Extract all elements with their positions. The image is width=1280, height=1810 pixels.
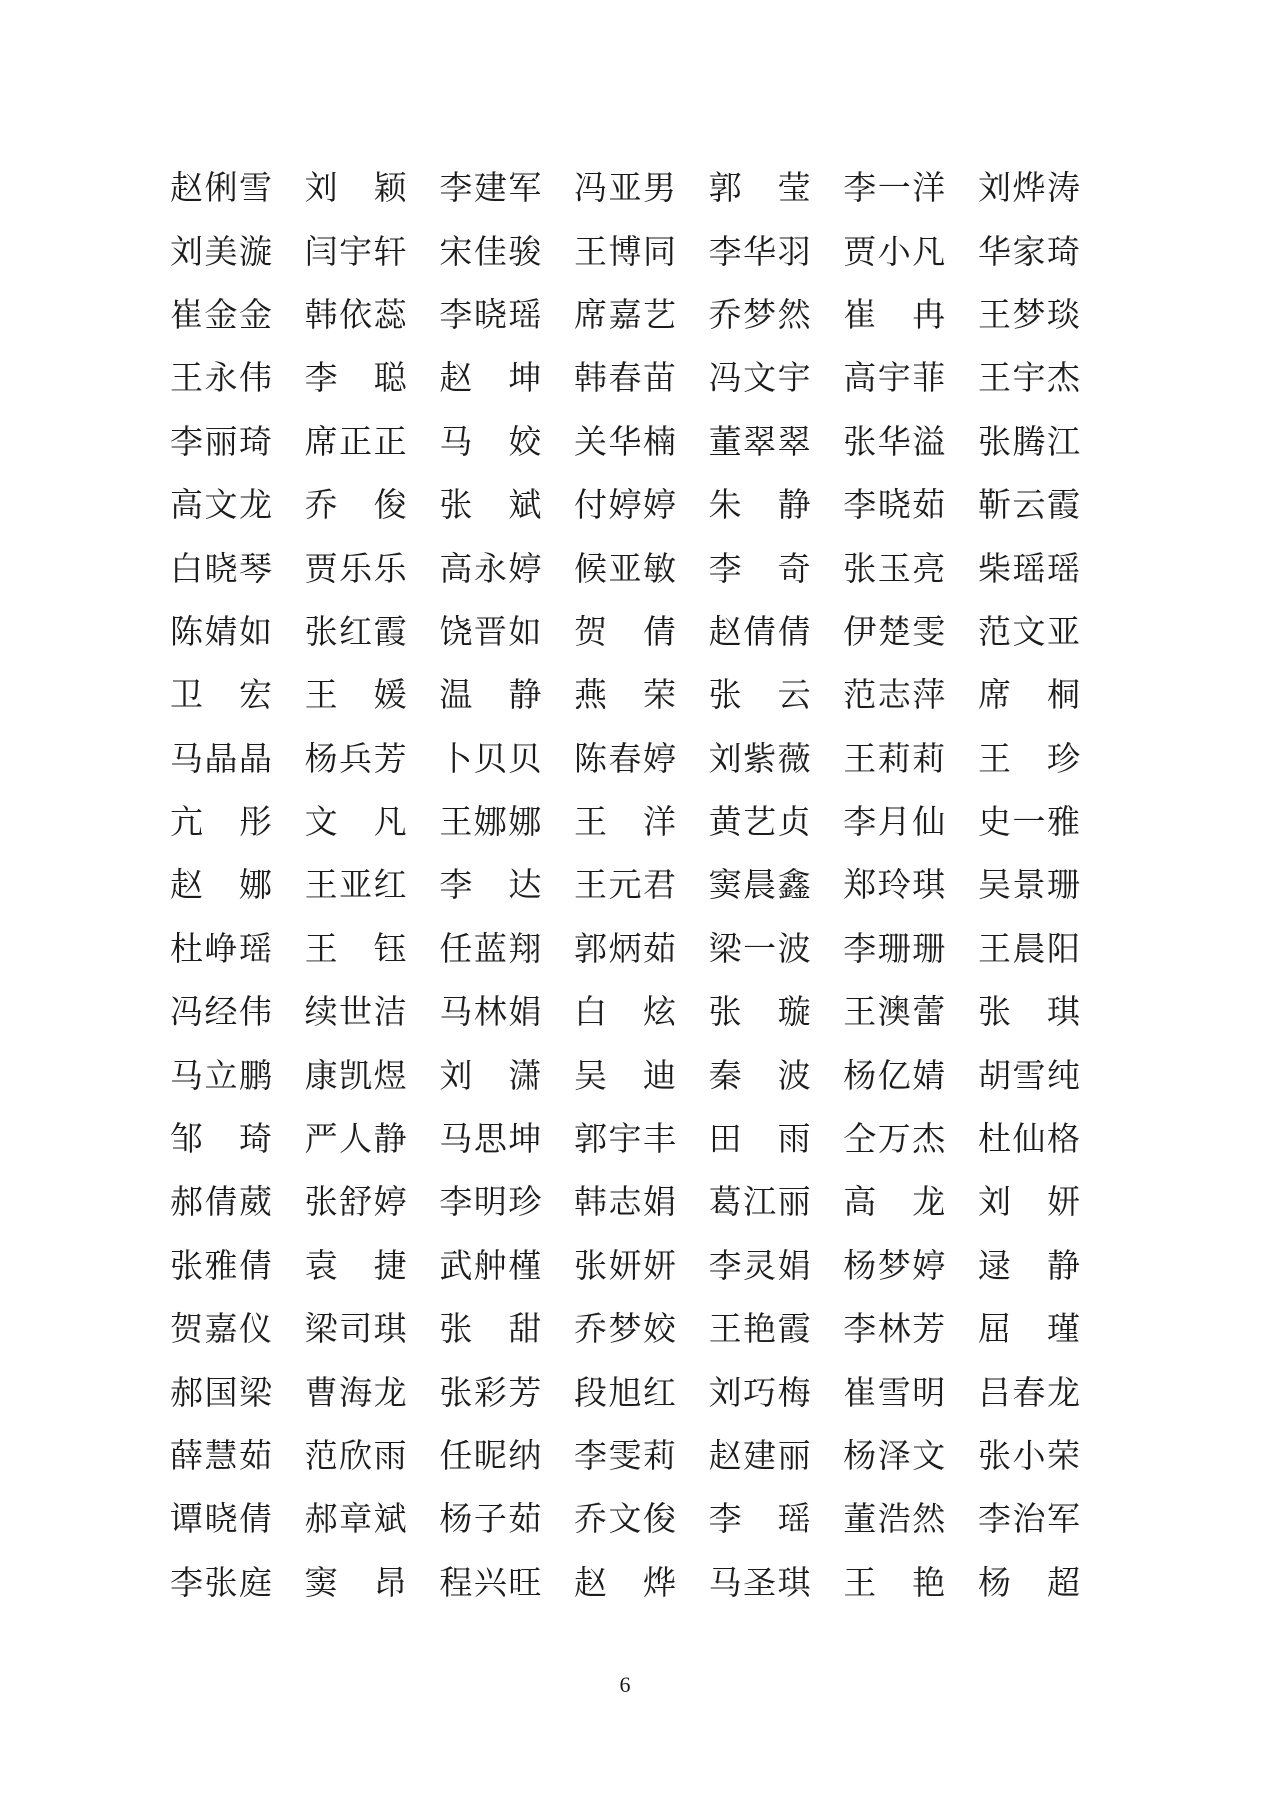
name-cell: 文 凡 xyxy=(304,805,407,842)
name-cell: 闫 宇 轩 xyxy=(304,234,407,271)
name-cell: 邹 琦 xyxy=(170,1122,272,1159)
name-cell: 郝 章 斌 xyxy=(304,1502,407,1539)
name-cell: 曹 海 龙 xyxy=(304,1375,407,1412)
name-cell: 郭 莹 xyxy=(708,171,811,208)
name-cell: 张 舒 婷 xyxy=(304,1185,407,1222)
name-cell: 逯 静 xyxy=(977,1248,1080,1285)
name-cell: 韩 依 蕊 xyxy=(304,297,407,334)
name-cell: 李 治 军 xyxy=(977,1502,1080,1539)
name-cell: 史 一 雅 xyxy=(977,805,1080,842)
name-cell: 王 澳 蕾 xyxy=(843,995,946,1032)
name-cell: 马 思 坤 xyxy=(439,1122,542,1159)
name-cell: 杜 峥 瑶 xyxy=(170,931,272,968)
name-cell: 王 珍 xyxy=(977,741,1080,778)
name-cell: 张 甜 xyxy=(439,1312,542,1349)
name-cell: 王 亚 红 xyxy=(304,868,407,905)
name-cell: 续 世 洁 xyxy=(304,995,407,1032)
name-cell: 张 璇 xyxy=(708,995,811,1032)
name-cell: 卫 宏 xyxy=(170,678,272,715)
name-cell: 严 人 静 xyxy=(304,1122,407,1159)
name-cell: 段 旭 红 xyxy=(573,1375,676,1412)
name-cell: 窦 晨 鑫 xyxy=(708,868,811,905)
name-cell: 薛 慧 茹 xyxy=(170,1439,272,1475)
name-cell: 朱 静 xyxy=(708,488,811,525)
name-cell: 杜 仙 格 xyxy=(977,1122,1080,1159)
name-cell: 亢 彤 xyxy=(170,805,272,842)
name-cell: 卜 贝 贝 xyxy=(439,741,542,778)
name-cell: 崔 雪 明 xyxy=(843,1375,946,1412)
name-cell: 王 永 伟 xyxy=(170,361,272,398)
name-cell: 杨 泽 文 xyxy=(843,1439,946,1475)
name-cell: 宋 佳 骏 xyxy=(439,234,542,271)
name-cell: 王 洋 xyxy=(573,805,676,842)
name-cell: 武 舯 槿 xyxy=(439,1248,542,1285)
name-cell: 李 雯 莉 xyxy=(573,1439,676,1475)
name-cell: 杨 梦 婷 xyxy=(843,1248,946,1285)
name-cell: 郝 国 梁 xyxy=(170,1375,272,1412)
name-cell: 韩 志 娟 xyxy=(573,1185,676,1222)
name-cell: 席 嘉 艺 xyxy=(573,297,676,334)
name-cell: 李 月 仙 xyxy=(843,805,946,842)
name-cell: 范 志 萍 xyxy=(843,678,946,715)
name-cell: 伊 楚 雯 xyxy=(843,614,946,651)
name-cell: 崔 金 金 xyxy=(170,297,272,334)
name-cell: 刘 紫 薇 xyxy=(708,741,811,778)
name-cell: 梁 一 波 xyxy=(708,931,811,968)
name-cell: 张 云 xyxy=(708,678,811,715)
name-cell: 张 华 溢 xyxy=(843,424,946,461)
name-cell: 高 文 龙 xyxy=(170,488,272,525)
name-cell: 吴 景 珊 xyxy=(977,868,1080,905)
name-cell: 冯 经 伟 xyxy=(170,995,272,1032)
name-cell: 仝 万 杰 xyxy=(843,1122,946,1159)
name-cell: 柴 瑶 瑶 xyxy=(977,551,1080,588)
name-cell: 乔 文 俊 xyxy=(573,1502,676,1539)
name-cell: 郑 玲 琪 xyxy=(843,868,946,905)
name-cell: 屈 瑾 xyxy=(977,1312,1080,1349)
name-cell: 马 立 鹏 xyxy=(170,1058,272,1095)
name-cell: 王 钰 xyxy=(304,931,407,968)
name-cell: 靳 云 霞 xyxy=(977,488,1080,525)
name-cell: 陈 婧 如 xyxy=(170,614,272,651)
name-cell: 李 瑶 xyxy=(708,1502,811,1539)
name-cell: 张 腾 江 xyxy=(977,424,1080,461)
name-cell: 高 龙 xyxy=(843,1185,946,1222)
name-cell: 饶 晋 如 xyxy=(439,614,542,651)
name-cell: 赵 倩 倩 xyxy=(708,614,811,651)
name-cell: 温 静 xyxy=(439,678,542,715)
name-cell: 乔 梦 然 xyxy=(708,297,811,334)
name-cell: 刘 烨 涛 xyxy=(977,171,1080,208)
name-cell: 秦 波 xyxy=(708,1058,811,1095)
name-cell: 刘 巧 梅 xyxy=(708,1375,811,1412)
name-cell: 王 博 同 xyxy=(573,234,676,271)
name-cell: 张 妍 妍 xyxy=(573,1248,676,1285)
name-cell: 燕 荣 xyxy=(573,678,676,715)
name-cell: 张 斌 xyxy=(439,488,542,525)
name-cell: 董 翠 翠 xyxy=(708,424,811,461)
name-cell: 李 达 xyxy=(439,868,542,905)
name-cell: 康 凯 煜 xyxy=(304,1058,407,1095)
name-cell: 谭 晓 倩 xyxy=(170,1502,272,1539)
name-cell: 马 姣 xyxy=(439,424,542,461)
name-cell: 郭 宇 丰 xyxy=(573,1122,676,1159)
name-cell: 胡 雪 纯 xyxy=(977,1058,1080,1095)
name-cell: 马 圣 琪 xyxy=(708,1565,811,1602)
name-cell: 王 元 君 xyxy=(573,868,676,905)
name-cell: 李 灵 娟 xyxy=(708,1248,811,1285)
name-cell: 刘 美 漩 xyxy=(170,234,272,271)
name-cell: 任 蓝 翔 xyxy=(439,931,542,968)
name-cell: 黄 艺 贞 xyxy=(708,805,811,842)
name-cell: 乔 俊 xyxy=(304,488,407,525)
name-cell: 赵 建 丽 xyxy=(708,1439,811,1475)
name-cell: 李 聪 xyxy=(304,361,407,398)
name-cell: 付 婷 婷 xyxy=(573,488,676,525)
name-cell: 贾 乐 乐 xyxy=(304,551,407,588)
name-cell: 杨 兵 芳 xyxy=(304,741,407,778)
name-cell: 冯 文 宇 xyxy=(708,361,811,398)
name-cell: 李 珊 珊 xyxy=(843,931,946,968)
name-cell: 王 艳 霞 xyxy=(708,1312,811,1349)
name-cell: 郭 炳 茹 xyxy=(573,931,676,968)
name-cell: 杨 亿 婧 xyxy=(843,1058,946,1095)
name-cell: 李 晓 茹 xyxy=(843,488,946,525)
name-cell: 张 玉 亮 xyxy=(843,551,946,588)
name-cell: 刘 妍 xyxy=(977,1185,1080,1222)
name-cell: 杨 子 茹 xyxy=(439,1502,542,1539)
name-cell: 吕 春 龙 xyxy=(977,1375,1080,1412)
name-cell: 赵 俐 雪 xyxy=(170,171,272,208)
name-cell: 高 永 婷 xyxy=(439,551,542,588)
name-cell: 李 建 军 xyxy=(439,171,542,208)
name-cell: 乔 梦 姣 xyxy=(573,1312,676,1349)
name-cell: 白 晓 琴 xyxy=(170,551,272,588)
name-cell: 张 红 霞 xyxy=(304,614,407,651)
name-cell: 郝 倩 葳 xyxy=(170,1185,272,1222)
name-cell: 马 林 娟 xyxy=(439,995,542,1032)
name-cell: 李 一 洋 xyxy=(843,171,946,208)
name-cell: 范 文 亚 xyxy=(977,614,1080,651)
name-cell: 马 晶 晶 xyxy=(170,741,272,778)
name-cell: 董 浩 然 xyxy=(843,1502,946,1539)
name-cell: 冯 亚 男 xyxy=(573,171,676,208)
name-cell: 李 明 珍 xyxy=(439,1185,542,1222)
name-cell: 席 正 正 xyxy=(304,424,407,461)
name-cell: 白 炫 xyxy=(573,995,676,1032)
name-cell: 高 宇 菲 xyxy=(843,361,946,398)
name-cell: 王 娜 娜 xyxy=(439,805,542,842)
name-cell: 张 小 荣 xyxy=(977,1439,1080,1475)
name-cell: 王 艳 xyxy=(843,1565,946,1602)
name-cell: 梁 司 琪 xyxy=(304,1312,407,1349)
name-cell: 葛 江 丽 xyxy=(708,1185,811,1222)
name-cell: 程 兴 旺 xyxy=(439,1565,542,1602)
name-cell: 候 亚 敏 xyxy=(573,551,676,588)
name-cell: 席 桐 xyxy=(977,678,1080,715)
name-cell: 贾 小 凡 xyxy=(843,234,946,271)
name-cell: 华 家 琦 xyxy=(977,234,1080,271)
name-cell: 赵 烨 xyxy=(573,1565,676,1602)
name-cell: 李 华 羽 xyxy=(708,234,811,271)
name-cell: 田 雨 xyxy=(708,1122,811,1159)
name-cell: 范 欣 雨 xyxy=(304,1439,407,1475)
name-cell: 窦 昂 xyxy=(304,1565,407,1602)
page-number: 6 xyxy=(619,1672,631,1697)
name-cell: 吴 迪 xyxy=(573,1058,676,1095)
name-cell: 张 彩 芳 xyxy=(439,1375,542,1412)
name-cell: 杨 超 xyxy=(977,1565,1080,1602)
name-cell: 张 雅 倩 xyxy=(170,1248,272,1285)
name-cell: 贺 嘉 仪 xyxy=(170,1312,272,1349)
name-cell: 崔 冉 xyxy=(843,297,946,334)
name-grid xyxy=(170,158,1080,1616)
name-cell: 韩 春 苗 xyxy=(573,361,676,398)
name-cell: 刘 潇 xyxy=(439,1058,542,1095)
name-cell: 袁 捷 xyxy=(304,1248,407,1285)
name-cell: 王 宇 杰 xyxy=(977,361,1080,398)
name-cell: 李 晓 瑶 xyxy=(439,297,542,334)
name-cell: 贺 倩 xyxy=(573,614,676,651)
name-cell: 李 林 芳 xyxy=(843,1312,946,1349)
name-cell: 李 张 庭 xyxy=(170,1565,272,1602)
name-cell: 王 媛 xyxy=(304,678,407,715)
name-cell: 王 晨 阳 xyxy=(977,931,1080,968)
name-cell: 李 丽 琦 xyxy=(170,424,272,461)
name-cell: 任 昵 纳 xyxy=(439,1439,542,1475)
name-cell: 王 莉 莉 xyxy=(843,741,946,778)
name-cell: 赵 娜 xyxy=(170,868,272,905)
name-cell: 关 华 楠 xyxy=(573,424,676,461)
name-cell: 李 奇 xyxy=(708,551,811,588)
name-cell: 陈 春 婷 xyxy=(573,741,676,778)
name-cell: 赵 坤 xyxy=(439,361,542,398)
name-cell: 王 梦 琰 xyxy=(977,297,1080,334)
name-cell: 张 琪 xyxy=(977,995,1080,1032)
name-cell: 刘 颖 xyxy=(304,171,407,208)
